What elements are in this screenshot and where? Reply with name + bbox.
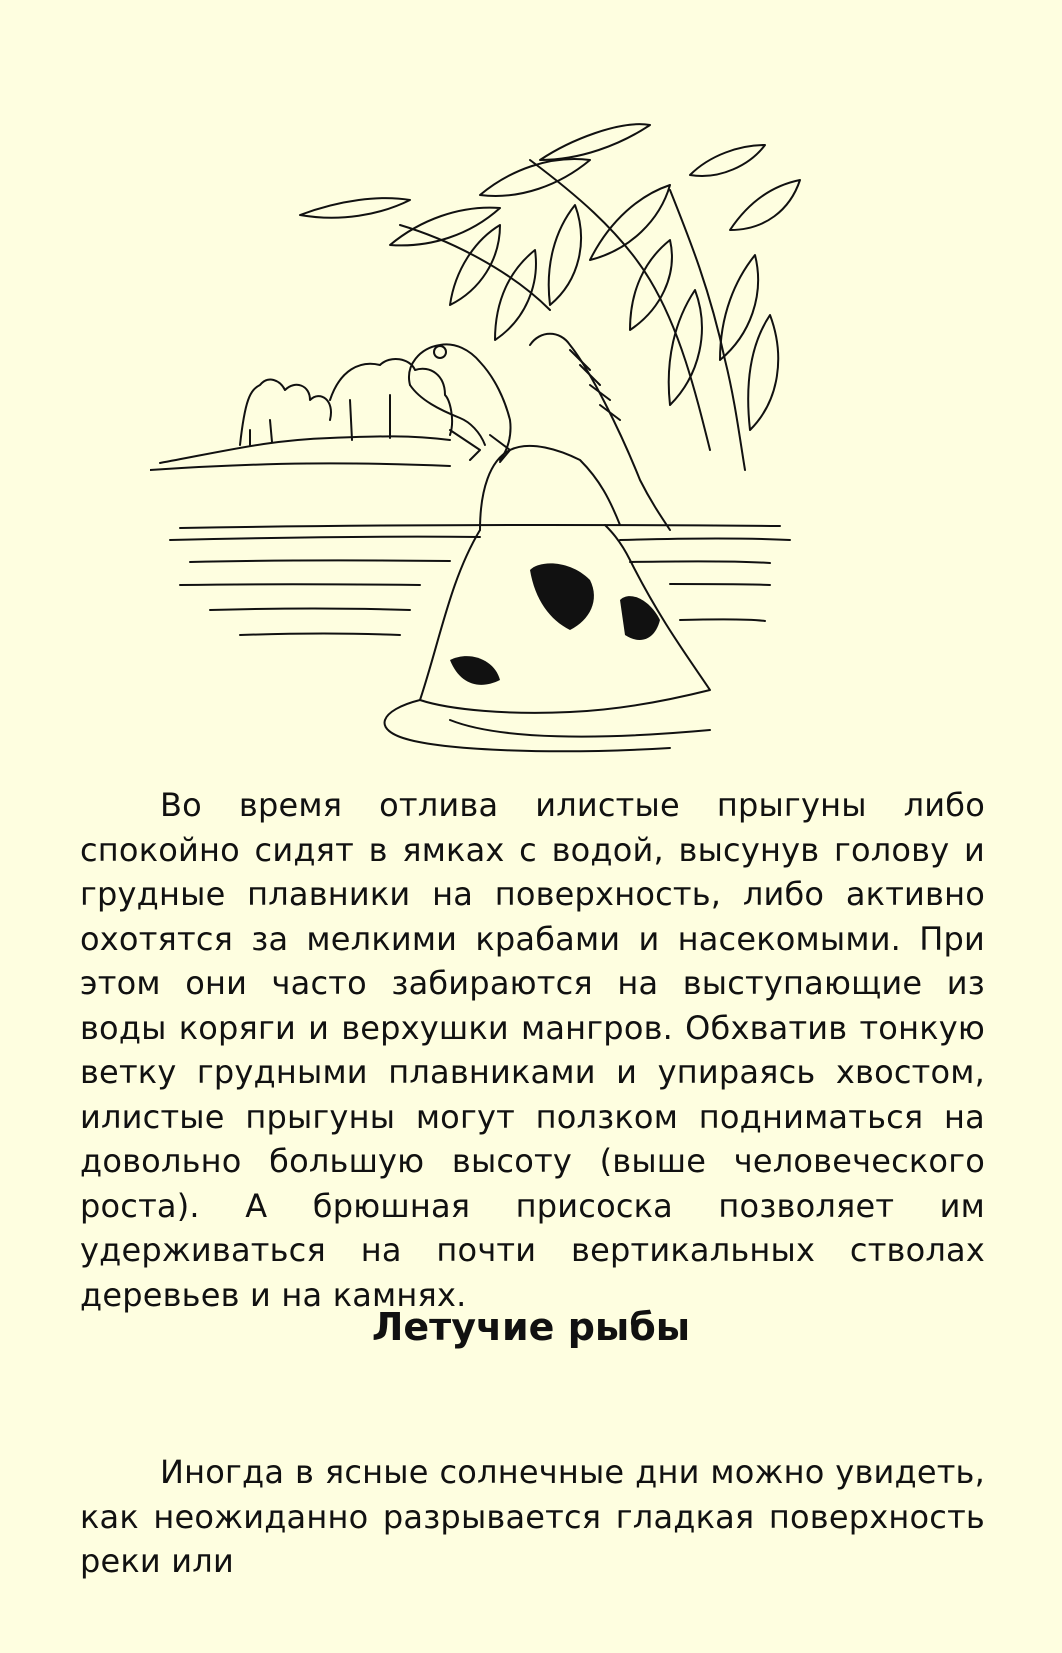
mudskipper-illustration-icon [150, 100, 850, 770]
section-heading: Летучие рыбы [371, 1305, 691, 1349]
paragraph-mudskippers: Во время отлива илистые прыгуны либо спокойно сидят в ямках с водой, высунув голову и грудные плавники на поверхность, либо активно охотятся за мелкими крабами и насекомыми. При этом они часто забираются на выступающие из воды коряги и верхушки мангров. Обхватив тонкую ветку грудными плавниками и упираясь хвостом, илистые прыгуны могут ползком подниматься на довольно большую высоту (выше человеческого роста). А брюшная присоска позволяет им удерживаться на почти вертикальных стволах деревьев и на камнях. [80, 786, 985, 1314]
paragraph-flying-fish: Иногда в ясные солнечные дни можно увидеть, как неожиданно разрывается гладкая поверхность реки или [80, 1453, 985, 1580]
